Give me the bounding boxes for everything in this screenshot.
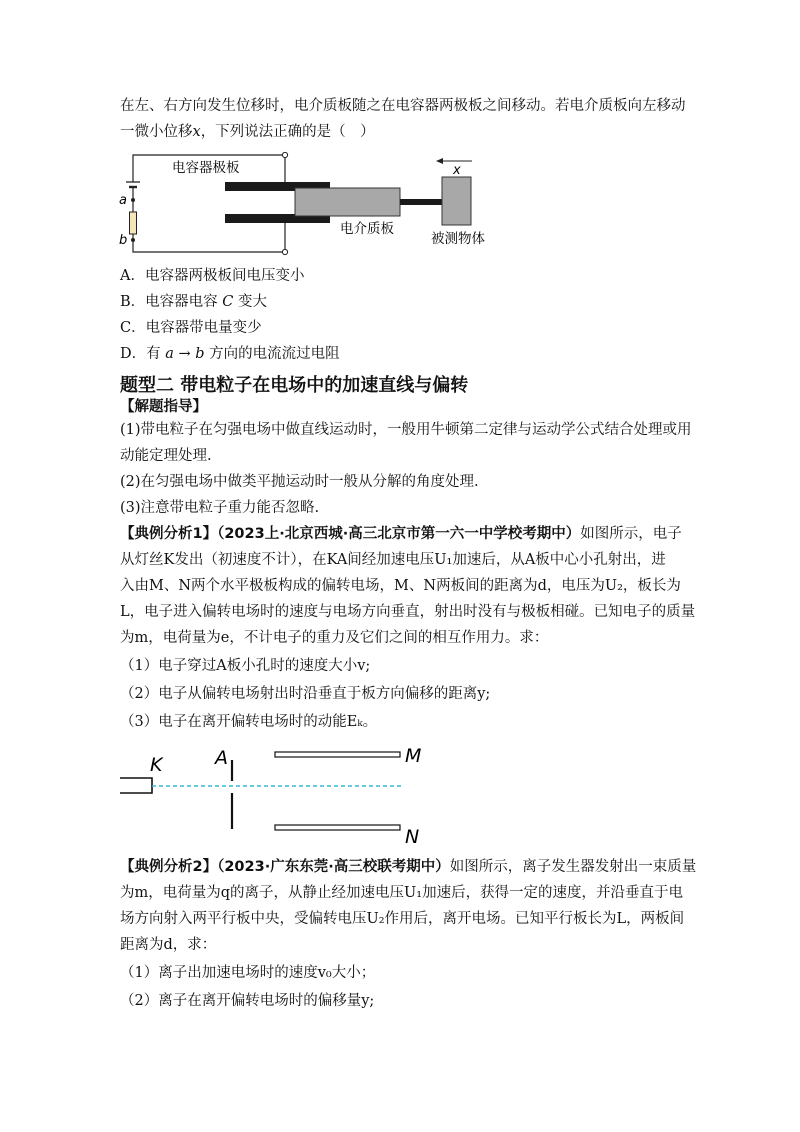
example2-tag: 【典例分析2】 bbox=[120, 859, 218, 875]
example2-source: （2023·广东东莞·高三校联考期中） bbox=[217, 859, 450, 875]
option-d-expr: a → b bbox=[165, 346, 205, 362]
section-title: 题型二 带电粒子在电场中的加速直线与偏转 bbox=[120, 375, 469, 396]
option-d bbox=[120, 344, 720, 364]
example2-header bbox=[120, 857, 720, 877]
intro-line-2b: ，下列说法正确的是（ ） bbox=[200, 124, 375, 140]
capacitor-diagram bbox=[115, 150, 515, 260]
guide-line-2: 动能定理处理. bbox=[120, 448, 212, 464]
label-a-plate: A bbox=[215, 747, 228, 769]
measured-object bbox=[442, 177, 471, 225]
example1-q1: （1）电子穿过A板小孔时的速度大小v; bbox=[120, 658, 371, 674]
example1-source: （2023上·北京西城·高三北京市第一六一中学校考期中） bbox=[217, 526, 581, 542]
example1-line-0: 如图所示，电子 bbox=[580, 526, 682, 542]
plate-n bbox=[275, 825, 400, 830]
example2-line-2: 场方向射入两平行板中央，受偏转电压U₂作用后，离开电场。已知平行板长为L，两板间 bbox=[120, 911, 685, 927]
intro-var-x: x bbox=[192, 124, 201, 140]
option-a: A．电容器两极板间电压变小 bbox=[120, 268, 305, 284]
example2-q2: （2）离子在离开偏转电场时的偏移量y; bbox=[120, 993, 375, 1009]
label-dielectric: 电介质板 bbox=[340, 221, 394, 237]
example1-q2: （2）电子从偏转电场射出时沿垂直于板方向偏移的距离y; bbox=[120, 686, 491, 702]
cathode-k bbox=[120, 778, 152, 793]
example1-line-1: 从灯丝K发出（初速度不计），在KA间经加速电压U₁加速后，从A板中心小孔射出，进 bbox=[120, 552, 666, 568]
example2-line-3: 距离为d，求： bbox=[120, 937, 217, 953]
plate-m bbox=[275, 752, 400, 757]
guide-line-1: (1)带电粒子在匀强电场中做直线运动时，一般用牛顿第二定律与运动学公式结合处理或用 bbox=[120, 422, 692, 438]
example2-line-1: 为m，电荷量为q的离子，从静止经加速电压U₁加速后，获得一定的速度，并沿垂直于电 bbox=[120, 885, 684, 901]
terminal-top bbox=[282, 152, 287, 157]
example1-q3: （3）电子在离开偏转电场时的动能Eₖ。 bbox=[120, 714, 378, 730]
option-b-text: B．电容器电容 bbox=[120, 294, 218, 310]
label-m: M bbox=[405, 745, 422, 767]
label-x: x bbox=[453, 163, 461, 178]
option-c: C．电容器带电量变少 bbox=[120, 320, 262, 336]
point-a bbox=[131, 198, 135, 202]
label-capacitor-plate: 电容器极板 bbox=[172, 160, 240, 176]
example1-line-4: 为m，电荷量为e，不计电子的重力及它们之间的相互作用力。求： bbox=[120, 630, 549, 646]
circuit-wire-bottom bbox=[133, 244, 285, 252]
option-b-var: C bbox=[222, 294, 234, 310]
point-b bbox=[131, 238, 135, 242]
label-measured-object: 被测物体 bbox=[431, 231, 485, 247]
terminal-bottom bbox=[282, 249, 287, 254]
label-b: b bbox=[119, 233, 128, 248]
intro-line-2 bbox=[120, 122, 720, 142]
connecting-rod bbox=[400, 199, 442, 205]
deflection-diagram bbox=[115, 745, 435, 845]
option-d-text: D．有 bbox=[120, 346, 161, 362]
label-k: K bbox=[150, 754, 163, 776]
example1-line-3: L，电子进入偏转电场时的速度与电场方向垂直，射出时没有与极板相碰。已知电子的质量 bbox=[120, 604, 696, 620]
example2-line-0: 如图所示，离子发生器发射出一束质量 bbox=[449, 859, 697, 875]
intro-line-1: 在左、右方向发生位移时，电介质板随之在电容器两极板之间移动。若电介质板向左移动 bbox=[120, 98, 686, 114]
intro-line-2a: 一微小位移 bbox=[120, 124, 193, 140]
dielectric-slab bbox=[295, 188, 400, 216]
option-d-tail: 方向的电流流过电阻 bbox=[209, 346, 340, 362]
label-n: N bbox=[405, 826, 420, 845]
example2-q1: （1）离子出加速电场时的速度v₀大小； bbox=[120, 965, 376, 981]
example1-line-2: 入由M、N两个水平极板构成的偏转电场，M、N两板间的距离为d，电压为U₂，板长为 bbox=[120, 578, 681, 594]
guide-title: 【解题指导】 bbox=[120, 399, 207, 415]
resistor bbox=[130, 212, 137, 234]
guide-line-4: (3)注意带电粒子重力能否忽略. bbox=[120, 500, 320, 516]
example1-tag: 【典例分析1】 bbox=[120, 526, 218, 542]
displacement-arrow-head bbox=[436, 158, 443, 164]
example1-header bbox=[120, 524, 720, 544]
option-b-tail: 变大 bbox=[237, 294, 267, 310]
label-a: a bbox=[119, 193, 127, 208]
option-b bbox=[120, 292, 720, 312]
guide-line-3: (2)在匀强电场中做类平抛运动时一般从分解的角度处理. bbox=[120, 474, 479, 490]
